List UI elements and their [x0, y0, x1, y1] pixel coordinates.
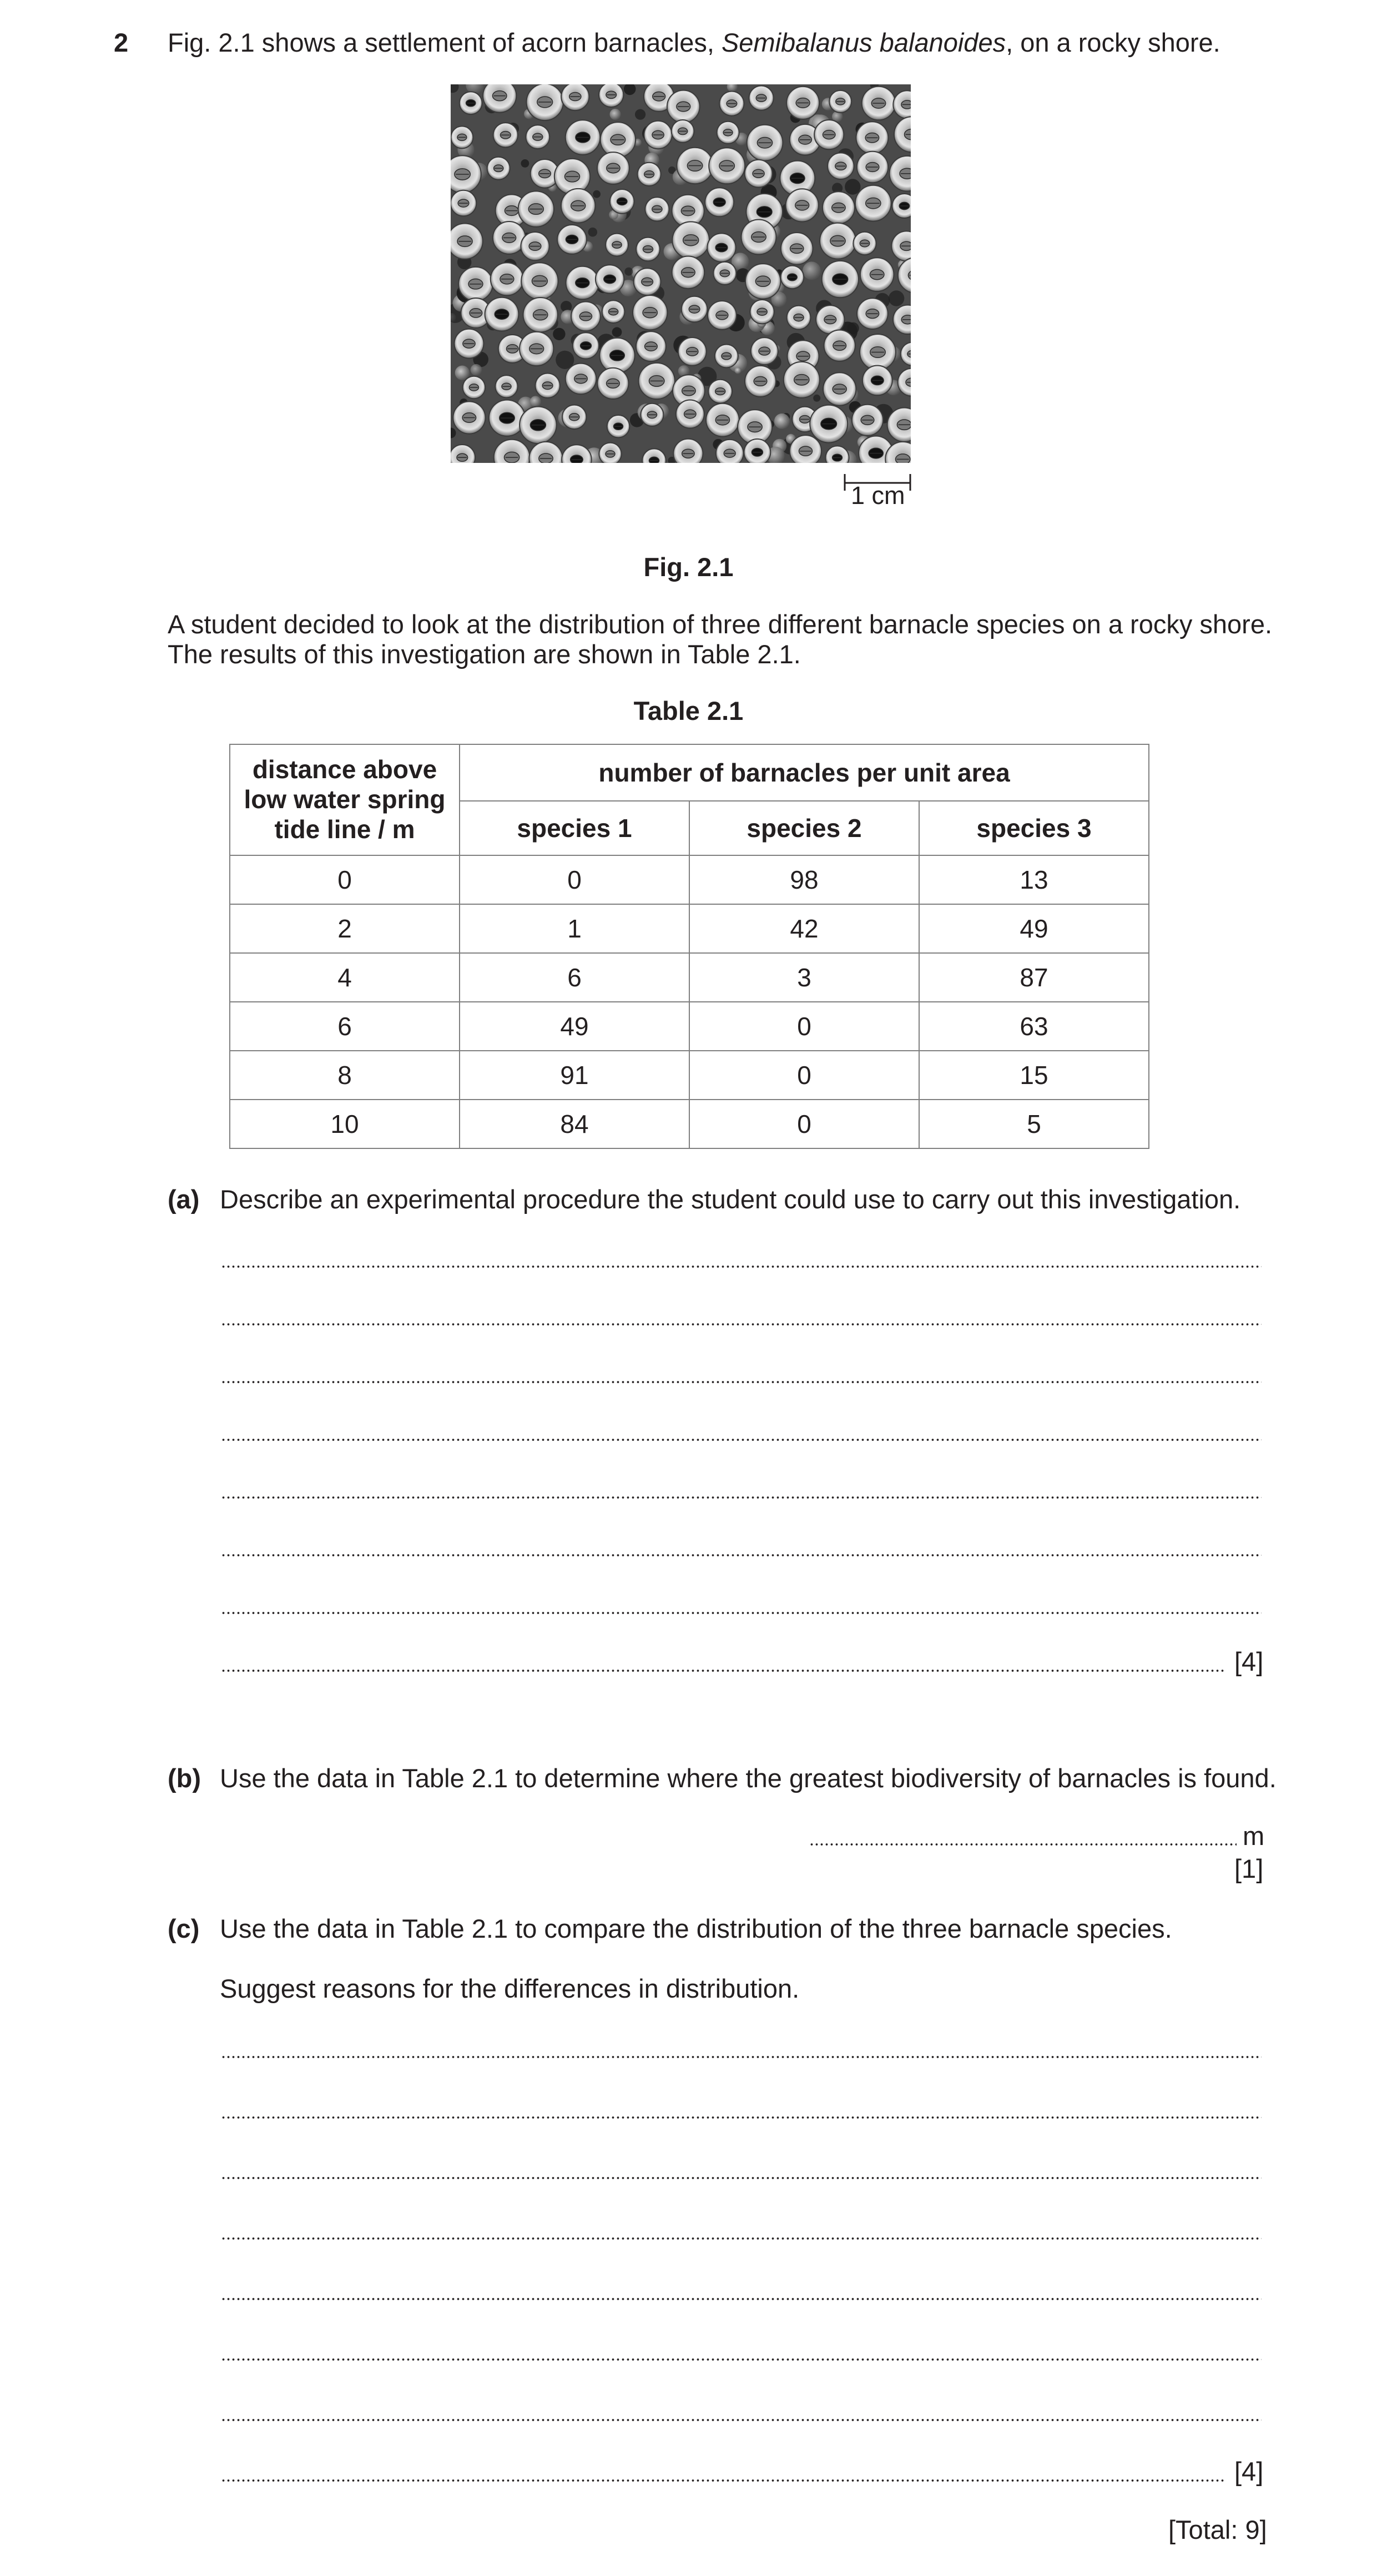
- table-cell: 10: [230, 1100, 460, 1148]
- answer-line-c1[interactable]: [221, 2055, 1262, 2059]
- answer-line-c4[interactable]: [221, 2237, 1262, 2240]
- distance-header-line-3: tide line / m: [274, 814, 415, 844]
- intro-text-before: Fig. 2.1 shows a settlement of acorn barnacles,: [168, 28, 722, 57]
- table-row: [230, 1051, 1149, 1100]
- table-cell: 87: [919, 953, 1149, 1002]
- barnacle-data-table: [229, 744, 1149, 1149]
- table-cell: 91: [460, 1051, 689, 1100]
- answer-line-a5[interactable]: [221, 1496, 1262, 1499]
- part-b-question: Use the data in Table 2.1 to determine where the greatest biodiversity of barnacles is found.: [220, 1763, 1277, 1793]
- part-b-unit: m: [1243, 1821, 1265, 1851]
- distance-column-header: [230, 744, 460, 855]
- question-number: 2: [114, 28, 129, 57]
- paragraph-line-1: A student decided to look at the distribution of three different barnacle species on a rocky shore.: [168, 609, 1273, 639]
- table-cell: 0: [230, 855, 460, 904]
- species-3-header: species 3: [919, 801, 1149, 855]
- table-caption: Table 2.1: [633, 696, 744, 725]
- distance-header-line-1: distance above: [252, 755, 437, 784]
- answer-line-a1[interactable]: [221, 1265, 1262, 1268]
- answer-line-a2[interactable]: [221, 1323, 1262, 1326]
- table-row: [230, 953, 1149, 1002]
- part-a-question: Describe an experimental procedure the student could use to carry out this investigation.: [220, 1184, 1241, 1214]
- part-b-marks: [1]: [1234, 1854, 1264, 1883]
- answer-line-a3[interactable]: [221, 1380, 1262, 1384]
- scale-bar-label: 1 cm: [851, 481, 905, 510]
- answer-line-a8[interactable]: [221, 1669, 1225, 1672]
- part-c-instruction: Suggest reasons for the differences in distribution.: [220, 1974, 800, 2003]
- table-cell: 98: [689, 855, 919, 904]
- species-name: Semibalanus balanoides: [721, 28, 1006, 57]
- table-cell: 4: [230, 953, 460, 1002]
- barnacle-count-group-header: number of barnacles per unit area: [460, 744, 1149, 801]
- part-c-label: (c): [168, 1914, 200, 1943]
- paragraph-line-2: The results of this investigation are shown in Table 2.1.: [168, 639, 801, 669]
- table-cell: 8: [230, 1051, 460, 1100]
- table-cell: 6: [460, 953, 689, 1002]
- part-c-marks: [4]: [1234, 2457, 1264, 2486]
- answer-line-c8[interactable]: [221, 2479, 1225, 2482]
- table-cell: 42: [689, 904, 919, 953]
- answer-line-c3[interactable]: [221, 2176, 1262, 2180]
- part-a-marks: [4]: [1234, 1647, 1264, 1676]
- table-row: [230, 1100, 1149, 1148]
- species-2-header: species 2: [689, 801, 919, 855]
- answer-line-a6[interactable]: [221, 1554, 1262, 1557]
- table-cell: 0: [689, 1051, 919, 1100]
- species-1-header: species 1: [460, 801, 689, 855]
- answer-line-c5[interactable]: [221, 2297, 1262, 2301]
- answer-line-c6[interactable]: [221, 2358, 1262, 2361]
- table-cell: 6: [230, 1002, 460, 1051]
- intro-paragraph: [168, 609, 1273, 669]
- table-row: [230, 855, 1149, 904]
- table-cell: 15: [919, 1051, 1149, 1100]
- part-b-label: (b): [168, 1763, 201, 1793]
- table-cell: 49: [919, 904, 1149, 953]
- intro-text-after: , on a rocky shore.: [1006, 28, 1220, 57]
- table-cell: 5: [919, 1100, 1149, 1148]
- total-marks: [Total: 9]: [1168, 2515, 1267, 2544]
- table-cell: 13: [919, 855, 1149, 904]
- table-row: [230, 904, 1149, 953]
- table-cell: 0: [460, 855, 689, 904]
- part-c-question: Use the data in Table 2.1 to compare the distribution of the three barnacle species.: [220, 1914, 1172, 1943]
- table-row: [230, 1002, 1149, 1051]
- table-cell: 0: [689, 1100, 919, 1148]
- table-cell: 63: [919, 1002, 1149, 1051]
- distance-header-line-2: low water spring: [244, 785, 446, 814]
- answer-line-b[interactable]: [809, 1843, 1237, 1846]
- table-cell: 3: [689, 953, 919, 1002]
- figure-caption: Fig. 2.1: [643, 552, 734, 582]
- part-a-label: (a): [168, 1184, 200, 1214]
- table-cell: 49: [460, 1002, 689, 1051]
- table-cell: 1: [460, 904, 689, 953]
- table-cell: 2: [230, 904, 460, 953]
- answer-line-a4[interactable]: [221, 1438, 1262, 1441]
- table-cell: 84: [460, 1100, 689, 1148]
- answer-line-c7[interactable]: [221, 2418, 1262, 2422]
- barnacle-photograph: [451, 84, 911, 463]
- answer-line-a7[interactable]: [221, 1611, 1262, 1615]
- table-cell: 0: [689, 1002, 919, 1051]
- question-intro: [168, 28, 1220, 58]
- answer-line-c2[interactable]: [221, 2116, 1262, 2119]
